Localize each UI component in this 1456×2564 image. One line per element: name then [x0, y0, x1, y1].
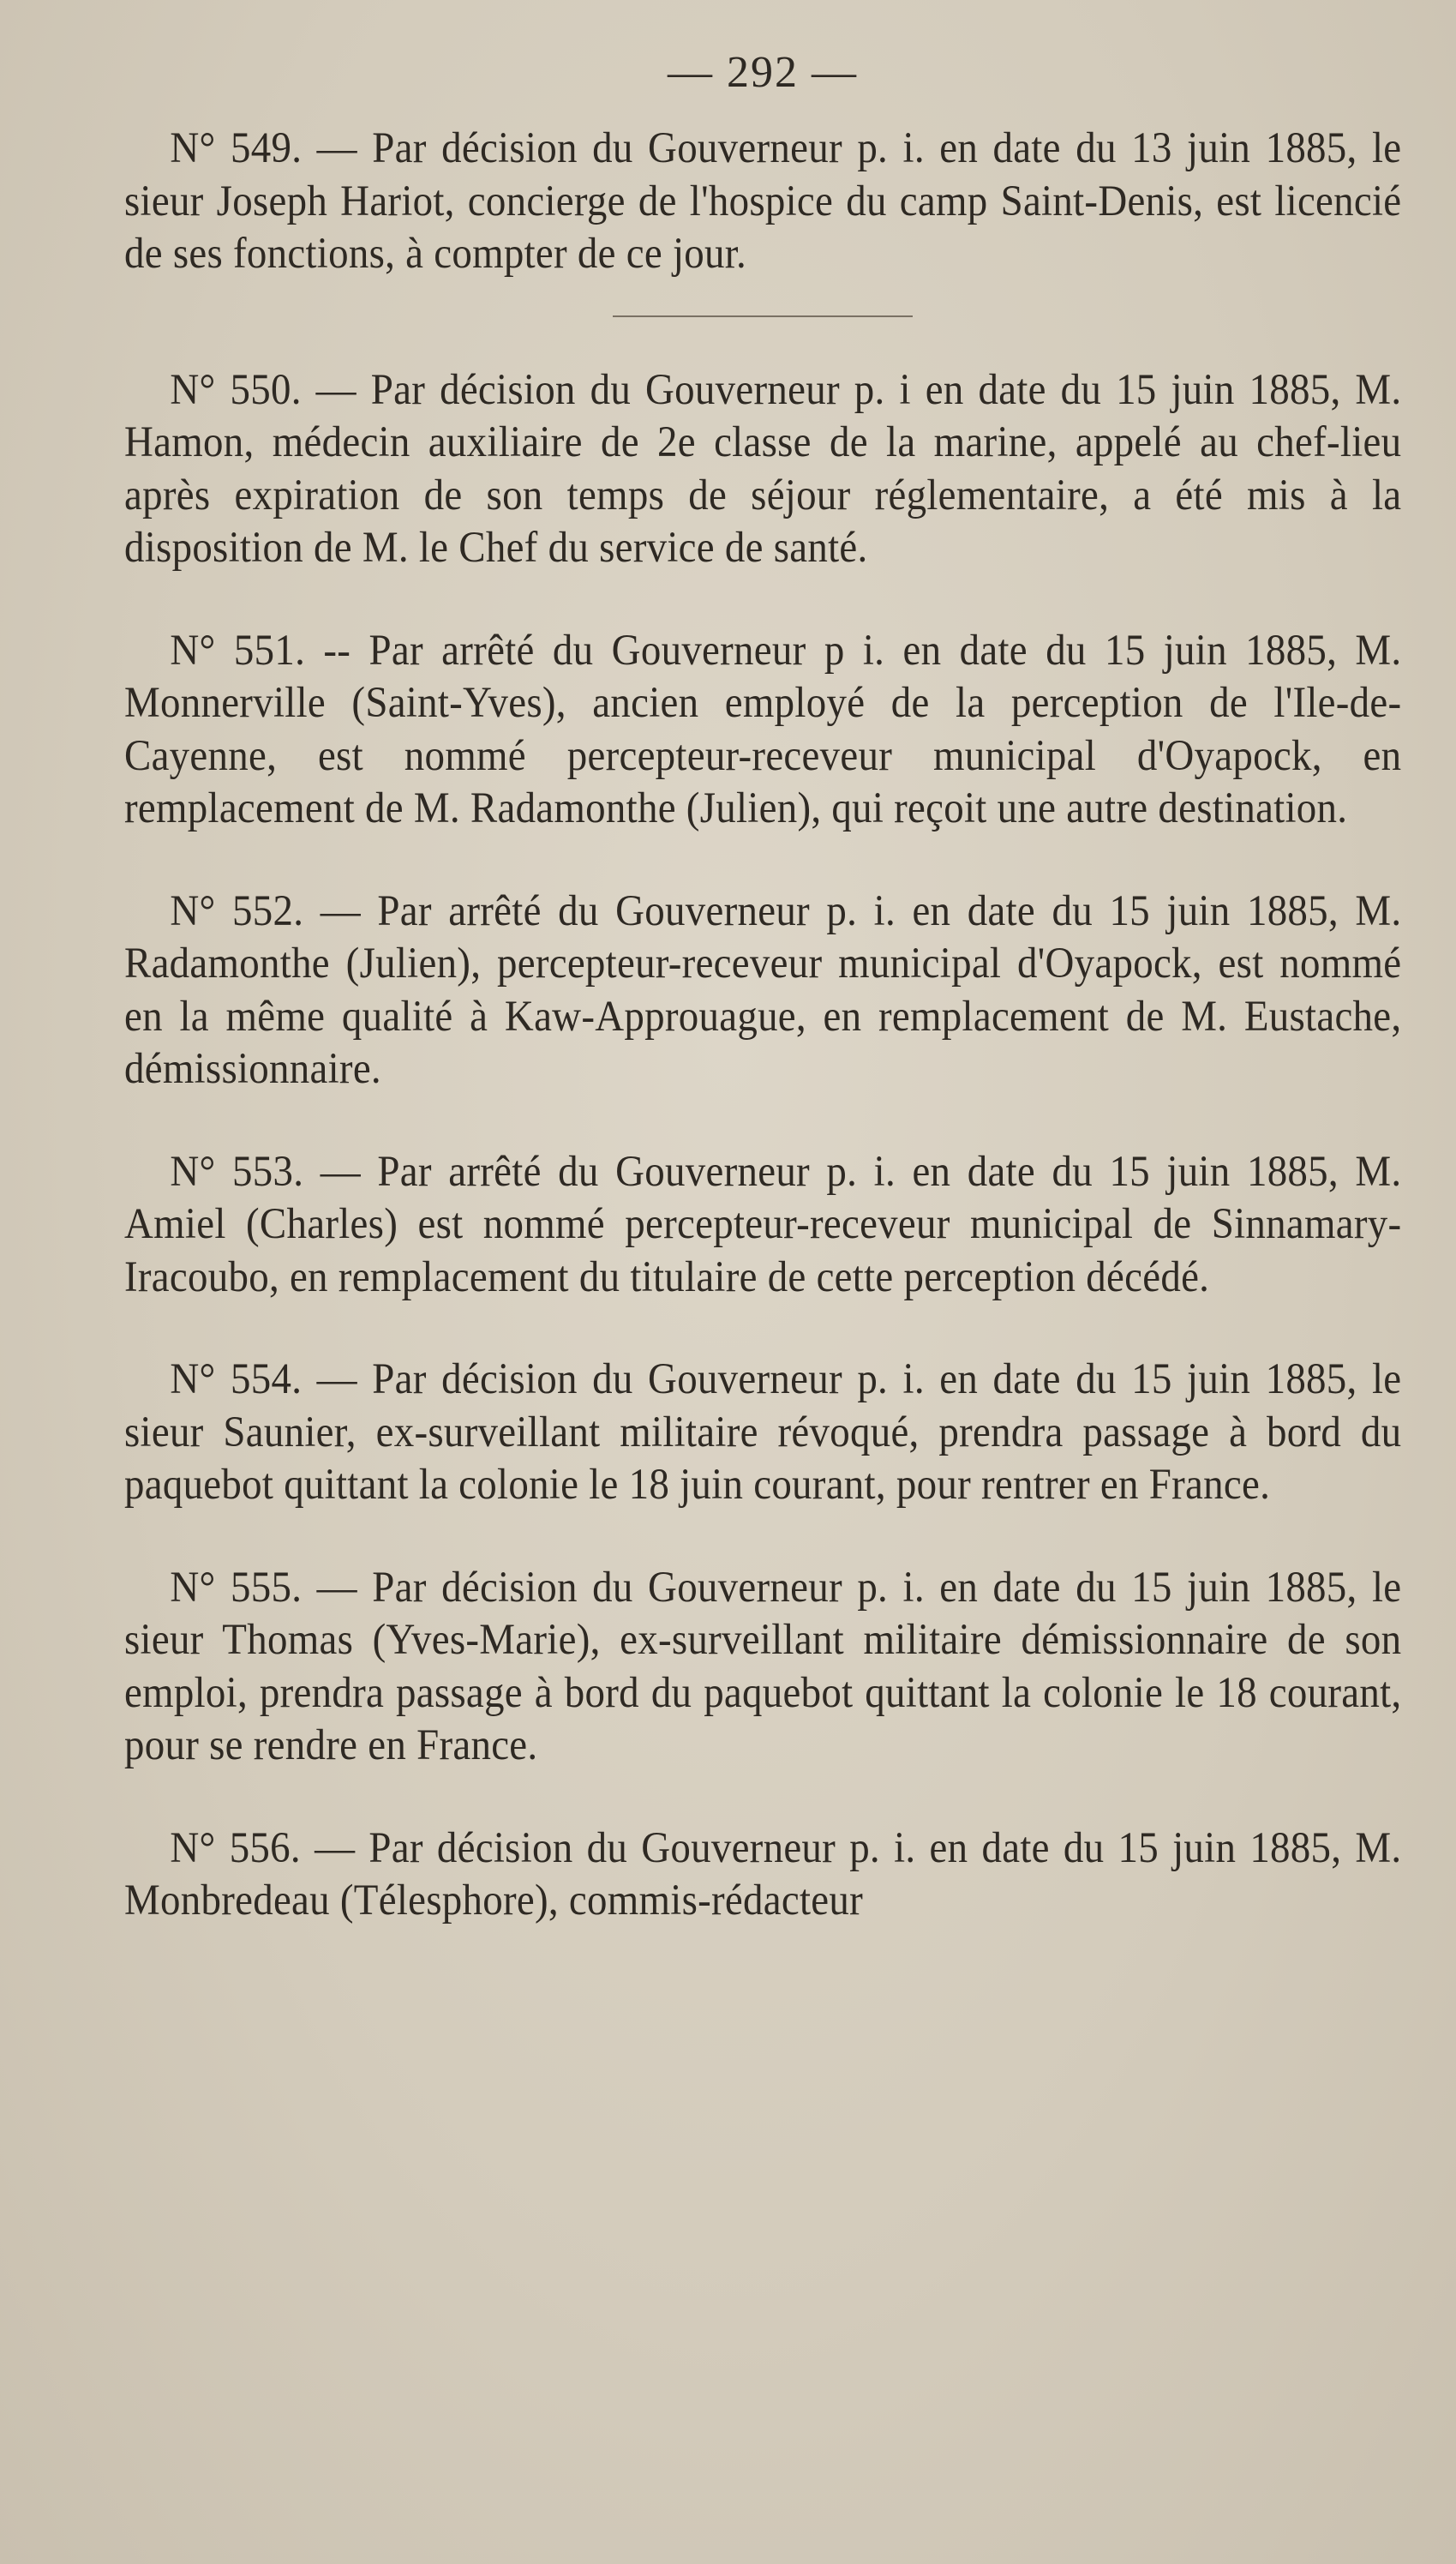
section-divider [613, 315, 913, 317]
entry-549 [124, 123, 1401, 281]
entry-number: N° 555. [170, 1563, 303, 1612]
entry-number: N° 554. [170, 1355, 303, 1403]
entry-554 [124, 1354, 1401, 1512]
entry-text: — Par arrêté du Gouverneur p. i. en date du 15 juin 1885, M. Amiel (Charles) est nommé percepteur-receveur municipal de Sinnamary-Iracoubo, en remplacement du titulaire de cette perception décédé. [124, 1147, 1402, 1301]
entry-556 [124, 1822, 1401, 1928]
document-page [124, 47, 1401, 1928]
entry-number: N° 550. [170, 365, 302, 414]
page-number: — 292 — [668, 48, 858, 97]
entry-text: — Par arrêté du Gouverneur p. i. en date du 15 juin 1885, M. Radamonthe (Julien), percepteur-receveur municipal d'Oyapock, est nommé en la même qualité à Kaw-Approuague, en remplacement de M. Eustache, démissionnaire. [124, 886, 1402, 1093]
entry-number: N° 556. [170, 1823, 301, 1872]
entry-text: — Par décision du Gouverneur p. i. en date du 13 juin 1885, le sieur Joseph Hariot, concierge de l'hospice du camp Saint-Denis, est licencié de ses fonctions, à compter de ce jour. [124, 124, 1402, 278]
entry-550 [124, 364, 1401, 575]
entry-text: — Par décision du Gouverneur p. i. en date du 15 juin 1885, le sieur Saunier, ex-surveillant militaire révoqué, prendra passage à bord du paquebot quittant la colonie le 18 juin courant, pour rentrer en France. [124, 1355, 1402, 1509]
entry-number: N° 551. [170, 626, 306, 675]
entry-553 [124, 1146, 1401, 1305]
entry-text: — Par décision du Gouverneur p. i. en date du 15 juin 1885, le sieur Thomas (Yves-Marie), ex-surveillant militaire démissionnaire de son emploi, prendra passage à bord du paquebot quittant la colonie le 18 courant, pour se rendre en France. [124, 1563, 1402, 1769]
entry-text: — Par décision du Gouverneur p. i en date du 15 juin 1885, M. Hamon, médecin auxiliaire de 2e classe de la marine, appelé au chef-lieu après expiration de son temps de séjour réglementaire, a été mis à la disposition de M. le Chef du service de santé. [124, 365, 1402, 572]
entry-number: N° 552. [170, 886, 304, 935]
entry-552 [124, 886, 1401, 1096]
entry-551 [124, 625, 1401, 836]
entry-text: — Par décision du Gouverneur p. i. en date du 15 juin 1885, M. Monbredeau (Télesphore), commis-rédacteur [124, 1823, 1402, 1925]
entry-number: N° 553. [170, 1147, 304, 1196]
entry-text: -- Par arrêté du Gouverneur p i. en date du 15 juin 1885, M. Monnerville (Saint-Yves), ancien employé de la perception de l'Ile-de-Cayenne, est nommé percepteur-receveur municipal d'Oyapock, en remplacement de M. Radamonthe (Julien), qui reçoit une autre destination. [124, 626, 1402, 832]
entry-number: N° 549. [170, 124, 303, 172]
entry-555 [124, 1562, 1401, 1773]
